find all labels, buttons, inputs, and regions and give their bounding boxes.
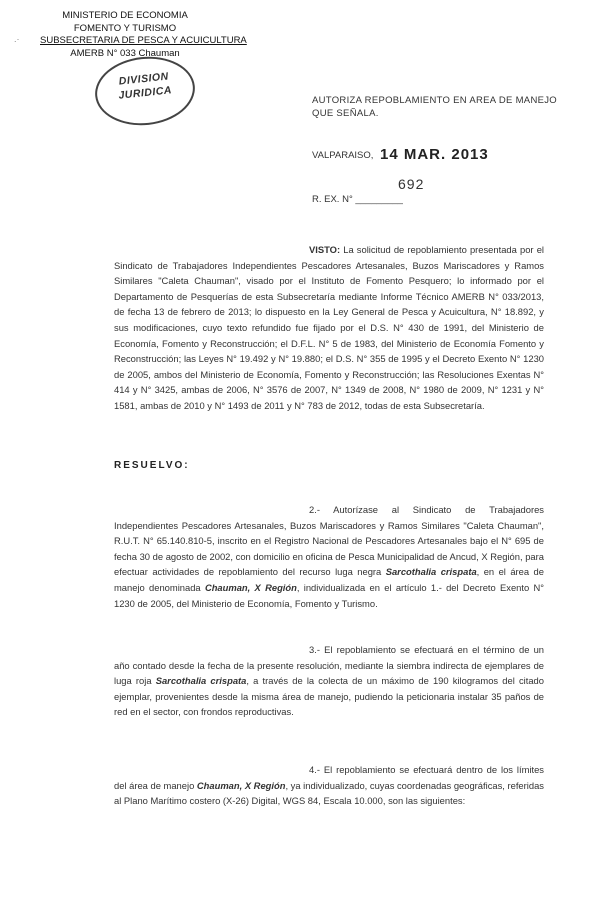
article-2-species: Sarcothalia crispata: [385, 566, 477, 578]
article-3-paragraph: [114, 642, 544, 720]
article-4-text-b: , ya individualizado, cuyas coordenadas geográficas, referidas al Plano Marítimo costero (X-26) Digital, WGS 84, Escala 10.000, son las siguientes:: [114, 779, 544, 807]
letterhead-subsecretaria: SUBSECRETARIA DE PESCA Y ACUICULTURA: [40, 35, 247, 46]
article-2-text-a: 2.- Autorízase al Sindicato de Trabajadores Independientes Pescadores Artesanales, Buzos Mariscadores y Ramos Similares "Caleta Chauman", R.U.T. N° 65.140.810-5, inscrito en el Registro Nacional de Pescadores Artesanales bajo el N° 695 de fecha 30 de agosto de 2002, con domicilio en oficina de Pesca Municipalidad de Ancud, X Región, para efectuar actividades de repoblamiento del recurso luga negra: [114, 504, 544, 578]
exento-label: R. EX. N° _________: [312, 194, 403, 205]
article-4-area: Chauman, X Región: [196, 779, 286, 791]
article-2-area: Chauman, X Región: [204, 581, 297, 593]
article-2-text-c: , individualizada en el artículo 1.- del Decreto Exento N° 1230 de 2005, del Ministerio de Economía, Fomento y Turismo.: [114, 581, 545, 609]
exento-number: 692: [398, 176, 425, 192]
article-2-paragraph: [114, 502, 544, 611]
article-3-text-a: 3.- El repoblamiento se efectuará en el término de un año contado desde la fecha de la presente resolución, mediante la siembra indirecta de ejemplares de luga roja: [114, 644, 544, 687]
stamp-line-1: DIVISION: [118, 70, 170, 88]
article-4-paragraph: [114, 762, 544, 809]
division-juridica-stamp: [92, 52, 199, 130]
letterhead-amerb: AMERB N° 033 Chauman: [70, 47, 180, 59]
resuelvo-heading: RESUELVO:: [114, 460, 190, 471]
resolution-date-stamp: 14 MAR. 2013: [380, 146, 489, 163]
letterhead: [40, 10, 247, 60]
letterhead-fomento: FOMENTO Y TURISMO: [73, 22, 177, 34]
place-label: VALPARAISO,: [312, 150, 374, 161]
visto-text: La solicitud de repoblamiento presentada por el Sindicato de Trabajadores Independientes Pescadores Artesanales, Buzos Mariscadores y Ramos Similares "Caleta Chauman", visado por el Instituto de Fomento Pesquero; lo informado por el Departamento de Pesquerías de esta Subsecretaría mediante Informe Técnico AMERB N° 033/2013, de fecha 13 de febrero de 2013; lo dispuesto en la Ley General de Pesca y Acuicultura, N° 18.892, y sus modificaciones, cuyo texto refundido fue fijado por el D.S. N° 430 de 1991, del Ministerio de Economía, Fomento y Reconstrucción; el D.F.L. N° 5 de 1983, del Ministerio de Economía Fomento y Reconstrucción; las Leyes N° 19.492 y N° 19.880; el D.S. N° 355 de 1995 y el Decreto Exento N° 1230 de 2005, ambos del Ministerio de Economía, Fomento y Reconstrucción; las Resoluciones Exentas N° 414 y N° 3425, ambas de 2006, N° 3576 de 2007, N° 1349 de 2008, N° 1980 de 2009, N° 1231 y N° 1581, ambas de 2010 y N° 1493 de 2011 y N° 783 de 2012, todas de esta Subsecretaría.: [114, 244, 544, 411]
article-3-text-b: , a través de la colecta de un máximo de 190 kilogramos del citado ejemplar, provenientes desde la misma área de manejo, pudiendo la peticionaria instalar 35 paños de red en el sector, con frondos reproductivas.: [114, 675, 544, 718]
visto-label: VISTO:: [309, 244, 341, 255]
visto-paragraph: [114, 242, 544, 414]
stamp-line-2: JURIDICA: [117, 84, 173, 102]
letterhead-ministry: MINISTERIO DE ECONOMIA: [62, 10, 188, 21]
resolution-title: AUTORIZA REPOBLAMIENTO EN AREA DE MANEJO QUE SEÑALA.: [312, 95, 557, 119]
article-4-text-a: 4.- El repoblamiento se efectuará dentro de los límites del área de manejo: [114, 764, 544, 791]
margin-mark: .·: [14, 34, 20, 44]
article-2-text-b: , en el área de manejo denominada: [114, 566, 544, 593]
article-3-species: Sarcothalia crispata: [155, 675, 247, 687]
